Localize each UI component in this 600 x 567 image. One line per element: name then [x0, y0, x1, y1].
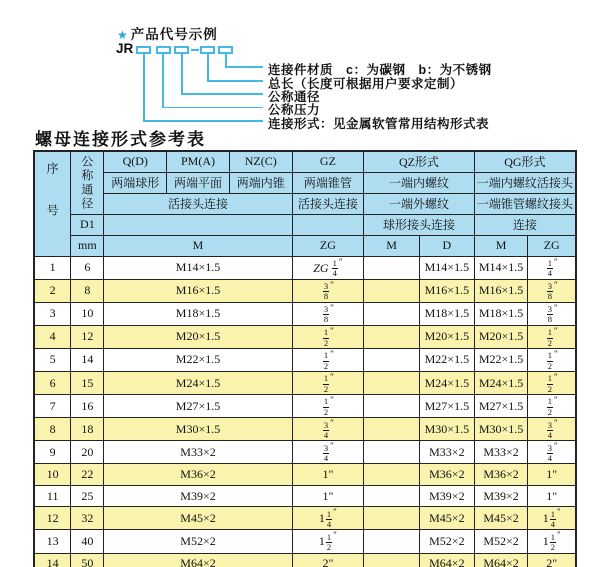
- m-cell: M33×2: [104, 441, 292, 464]
- header-empty: [104, 214, 292, 235]
- header-col-pm: PM(A): [167, 151, 230, 172]
- table-row: [34, 302, 576, 325]
- code-box-5: [218, 46, 233, 54]
- qg-m-cell: M18×1.5: [474, 302, 528, 325]
- connector-line: [207, 80, 263, 82]
- seq-cell: 9: [34, 441, 71, 464]
- table-row: [34, 395, 576, 418]
- connector-line: [162, 107, 263, 109]
- table-title: 螺母连接形式参考表: [35, 130, 206, 149]
- table-body: [34, 256, 576, 567]
- code-dash: [191, 49, 199, 51]
- mm-cell: 18: [71, 418, 104, 441]
- qz-d-cell: M16×1.5: [419, 279, 474, 302]
- zg-cell: $\frac{1}{2}$ ″: [292, 348, 364, 371]
- table-header: [34, 151, 576, 256]
- mm-cell: 6: [71, 256, 104, 279]
- qg-m-cell: M33×2: [474, 441, 528, 464]
- qg-zg-cell: $\frac{1}{2}$ ″: [528, 325, 576, 348]
- qg-m-cell: M20×1.5: [474, 325, 528, 348]
- seq-cell: 1: [34, 256, 71, 279]
- nut-connection-table: [33, 150, 577, 567]
- header-m-wide: M: [104, 235, 292, 256]
- m-cell: M18×1.5: [104, 302, 292, 325]
- qz-m-cell: [364, 395, 420, 418]
- code-box-2: [156, 46, 171, 54]
- table-row: [34, 530, 576, 553]
- qg-zg-cell: $\frac{1}{2}$ ″: [528, 348, 576, 371]
- mm-cell: 8: [71, 279, 104, 302]
- qz-d-cell: M14×1.5: [419, 256, 474, 279]
- connector-line: [162, 54, 164, 108]
- label-conn-form: 连接形式：见金属软管常用结构形式表: [268, 117, 490, 131]
- mm-cell: 50: [71, 553, 104, 567]
- diagram-title-text: 产品代号示例: [130, 27, 218, 42]
- qg-zg-cell: 2": [528, 553, 576, 567]
- header-col-q: Q(D): [104, 151, 167, 172]
- seq-cell: 11: [34, 485, 71, 507]
- mm-cell: 25: [71, 485, 104, 507]
- zg-cell: $\frac{1}{2}$ ″: [292, 395, 364, 418]
- header-qg-sub2: 一端锥管螺纹接头: [474, 193, 576, 214]
- qg-m-cell: M36×2: [474, 464, 528, 486]
- label-material: 连接件材质 c：为碳钢 b：为不锈钢: [268, 63, 492, 77]
- label-length: 总长（长度可根据用户要求定制）: [268, 77, 464, 91]
- qz-m-cell: [364, 553, 420, 567]
- qz-d-cell: M18×1.5: [419, 302, 474, 325]
- connector-line: [225, 66, 263, 68]
- m-cell: M27×1.5: [104, 395, 292, 418]
- header-col-gz: GZ: [292, 151, 364, 172]
- label-diameter: 公称通径: [268, 90, 321, 104]
- m-cell: M39×2: [104, 485, 292, 507]
- header-zg: ZG: [292, 235, 364, 256]
- header-qz-sub1: 一端内螺纹: [364, 172, 475, 193]
- qg-m-cell: M30×1.5: [474, 418, 528, 441]
- m-cell: M64×2: [104, 553, 292, 567]
- qg-zg-cell: $\frac{1}{4}$ ″: [528, 256, 576, 279]
- code-prefix: JR: [116, 41, 134, 56]
- star-icon: ★: [117, 28, 129, 42]
- zg-cell: $\frac{3}{4}$ ″: [292, 441, 364, 464]
- header-qz-conn: 球形接头连接: [364, 214, 475, 235]
- qg-m-cell: M52×2: [474, 530, 528, 553]
- qz-m-cell: [364, 418, 420, 441]
- seq-cell: 5: [34, 348, 71, 371]
- qz-m-cell: [364, 325, 420, 348]
- qg-zg-cell: $\frac{3}{4}$ ″: [528, 441, 576, 464]
- qz-d-cell: M24×1.5: [419, 371, 474, 394]
- qz-d-cell: M52×2: [419, 530, 474, 553]
- qg-m-cell: M22×1.5: [474, 348, 528, 371]
- table-row: [34, 325, 576, 348]
- connector-line: [143, 120, 263, 122]
- seq-cell: 4: [34, 325, 71, 348]
- qg-m-cell: M64×2: [474, 553, 528, 567]
- header-nz-sub: 两端内锥: [229, 172, 292, 193]
- table-row: [34, 348, 576, 371]
- qz-d-cell: M36×2: [419, 464, 474, 486]
- header-qg-sub1: 一端内螺纹活接头: [474, 172, 576, 193]
- qz-m-cell: [364, 302, 420, 325]
- zg-cell: 1": [292, 464, 364, 486]
- qz-d-cell: M20×1.5: [419, 325, 474, 348]
- qz-m-cell: [364, 348, 420, 371]
- zg-cell: 2": [292, 553, 364, 567]
- zg-cell: 1 $\frac{1}{2}$ ″: [292, 530, 364, 553]
- qz-m-cell: [364, 530, 420, 553]
- zg-cell: 1": [292, 485, 364, 507]
- seq-cell: 13: [34, 530, 71, 553]
- diagram-title: [117, 23, 218, 43]
- connector-line: [143, 54, 145, 121]
- header-qg-m: M: [474, 235, 528, 256]
- connector-line: [207, 54, 209, 81]
- qg-m-cell: M27×1.5: [474, 395, 528, 418]
- mm-cell: 22: [71, 464, 104, 486]
- qg-m-cell: M16×1.5: [474, 279, 528, 302]
- mm-cell: 32: [71, 507, 104, 530]
- header-qz-m: M: [364, 235, 420, 256]
- header-qg-conn: 连接: [474, 214, 576, 235]
- qg-zg-cell: $\frac{3}{4}$ ″: [528, 418, 576, 441]
- table-row: [34, 441, 576, 464]
- table-row: [34, 279, 576, 302]
- seq-cell: 12: [34, 507, 71, 530]
- header-col-nz: NZ(C): [229, 151, 292, 172]
- header-pm-sub: 两端平面: [167, 172, 230, 193]
- table-row: [34, 256, 576, 279]
- code-box-1: [136, 46, 151, 54]
- header-seq: 序号: [34, 151, 71, 256]
- header-col-qg: QG形式: [474, 151, 576, 172]
- qz-m-cell: [364, 256, 420, 279]
- header-qg-zg: ZG: [528, 235, 576, 256]
- m-cell: M14×1.5: [104, 256, 292, 279]
- seq-cell: 3: [34, 302, 71, 325]
- qg-zg-cell: $\frac{1}{2}$ ″: [528, 395, 576, 418]
- m-cell: M22×1.5: [104, 348, 292, 371]
- connector-line: [181, 93, 263, 95]
- m-cell: M24×1.5: [104, 371, 292, 394]
- mm-cell: 16: [71, 395, 104, 418]
- qz-d-cell: M64×2: [419, 553, 474, 567]
- header-nominal-diameter: 公称通径: [71, 151, 104, 214]
- qg-zg-cell: $\frac{3}{8}$ ″: [528, 302, 576, 325]
- label-pressure: 公称压力: [268, 103, 321, 117]
- mm-cell: 15: [71, 371, 104, 394]
- qg-m-cell: M45×2: [474, 507, 528, 530]
- seq-cell: 14: [34, 553, 71, 567]
- qg-zg-cell: 1 $\frac{1}{4}$ ″: [528, 507, 576, 530]
- m-cell: M36×2: [104, 464, 292, 486]
- m-cell: M16×1.5: [104, 279, 292, 302]
- header-empty: [292, 214, 364, 235]
- qg-m-cell: M39×2: [474, 485, 528, 507]
- qz-m-cell: [364, 507, 420, 530]
- zg-cell: 1 $\frac{1}{4}$ ″: [292, 507, 364, 530]
- zg-cell: $\frac{3}{4}$ ″: [292, 418, 364, 441]
- header-qz-sub2: 一端外螺纹: [364, 193, 475, 214]
- header-q-sub: 两端球形: [104, 172, 167, 193]
- qz-m-cell: [364, 279, 420, 302]
- zg-cell: $\frac{3}{8}$ ″: [292, 302, 364, 325]
- qz-m-cell: [364, 441, 420, 464]
- seq-cell: 6: [34, 371, 71, 394]
- qz-d-cell: M30×1.5: [419, 418, 474, 441]
- mm-cell: 10: [71, 302, 104, 325]
- qz-d-cell: M45×2: [419, 507, 474, 530]
- qg-m-cell: M24×1.5: [474, 371, 528, 394]
- header-gz-conn: 活接头连接: [292, 193, 364, 214]
- seq-cell: 8: [34, 418, 71, 441]
- header-union-conn: 活接头连接: [104, 193, 292, 214]
- qz-d-cell: M27×1.5: [419, 395, 474, 418]
- mm-cell: 14: [71, 348, 104, 371]
- header-col-qz: QZ形式: [364, 151, 475, 172]
- table-row: [34, 507, 576, 530]
- table-row: [34, 485, 576, 507]
- code-box-4: [200, 46, 215, 54]
- table-row: [34, 553, 576, 567]
- m-cell: M30×1.5: [104, 418, 292, 441]
- m-cell: M52×2: [104, 530, 292, 553]
- qg-zg-cell: 1 $\frac{1}{2}$ ″: [528, 530, 576, 553]
- connector-line: [181, 54, 183, 94]
- qg-zg-cell: $\frac{3}{8}$ ″: [528, 279, 576, 302]
- header-mm: mm: [71, 235, 104, 256]
- table-row: [34, 418, 576, 441]
- header-qz-d: D: [419, 235, 474, 256]
- qg-zg-cell: $\frac{1}{2}$ ″: [528, 371, 576, 394]
- seq-cell: 10: [34, 464, 71, 486]
- table-row: [34, 464, 576, 486]
- table-row: [34, 371, 576, 394]
- qg-m-cell: M14×1.5: [474, 256, 528, 279]
- zg-cell: $\frac{3}{8}$ ″: [292, 279, 364, 302]
- zg-cell: ZG $\frac{1}{4}$ ″: [292, 256, 364, 279]
- zg-cell: $\frac{1}{2}$ ″: [292, 325, 364, 348]
- m-cell: M45×2: [104, 507, 292, 530]
- m-cell: M20×1.5: [104, 325, 292, 348]
- qz-d-cell: M22×1.5: [419, 348, 474, 371]
- qz-d-cell: M39×2: [419, 485, 474, 507]
- qz-m-cell: [364, 464, 420, 486]
- code-box-3: [174, 46, 189, 54]
- header-gz-sub: 两端锥管: [292, 172, 364, 193]
- qz-d-cell: M33×2: [419, 441, 474, 464]
- mm-cell: 40: [71, 530, 104, 553]
- mm-cell: 12: [71, 325, 104, 348]
- qz-m-cell: [364, 485, 420, 507]
- header-d1: D1: [71, 214, 104, 235]
- qg-zg-cell: 1": [528, 464, 576, 486]
- seq-cell: 2: [34, 279, 71, 302]
- seq-cell: 7: [34, 395, 71, 418]
- mm-cell: 20: [71, 441, 104, 464]
- qg-zg-cell: 1": [528, 485, 576, 507]
- zg-cell: $\frac{1}{2}$ ″: [292, 371, 364, 394]
- qz-m-cell: [364, 371, 420, 394]
